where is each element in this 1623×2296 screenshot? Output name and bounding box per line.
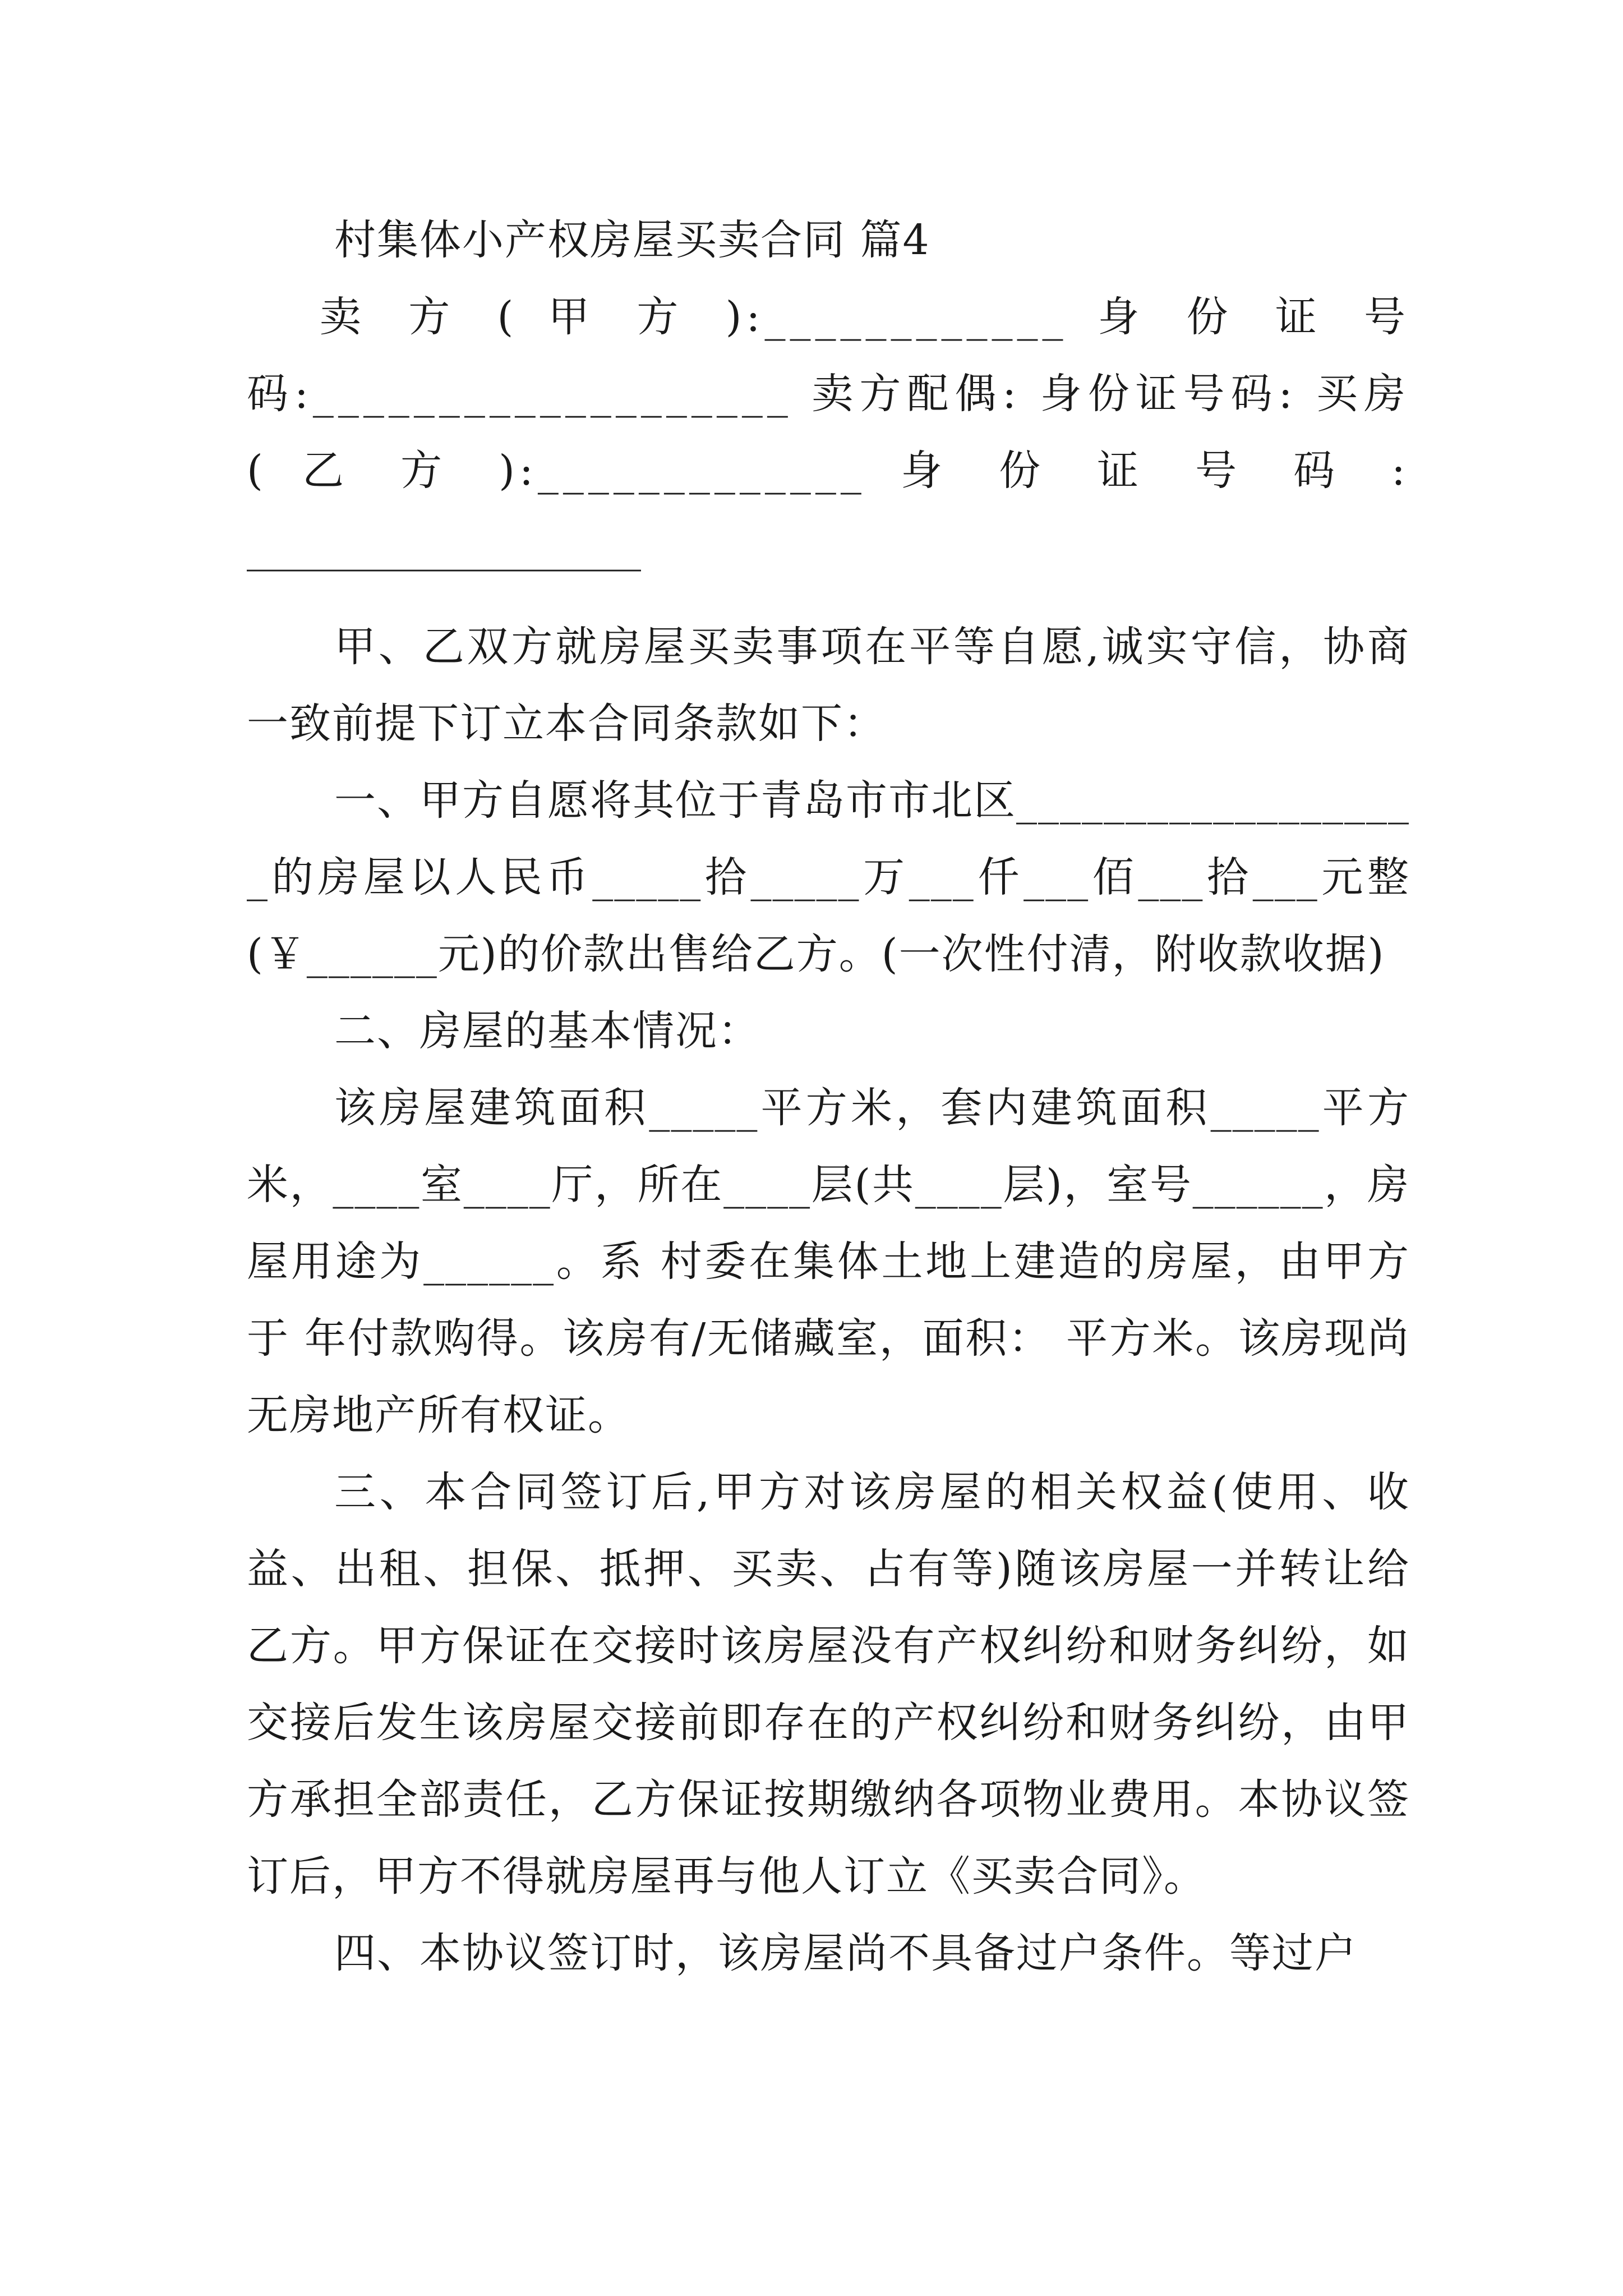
parties-line-1: 卖 方 ( 甲 方 ):____________ 身 份 证 号 [320,293,1410,341]
paragraph-clause-1: 一、甲方自愿将其位于青岛市市北区___________________的房屋以人民币_____拾_____万___仟___佰___拾___元整(￥______元)的价款出售给乙方。(一次性付清，附收款收据) [247,776,1410,978]
parties-line-3: ( 乙 方 ):_____________ 身 份 证 号 码 : [247,447,1410,495]
parties-block [247,279,1410,586]
paragraph-clause-2-heading: 二、房屋的基本情况： [334,1007,760,1055]
parties-line-2: 码:___________________ 卖方配偶: 身份证号码: 买房 [247,370,1410,418]
paragraph-clause-3: 三、本合同签订后,甲方对该房屋的相关权益(使用、收益、出租、担保、抵押、买卖、占有等)随该房屋一并转让给乙方。甲方保证在交接时该房屋没有产权纠纷和财务纠纷，如交接后发生该房屋交接前即存在的产权纠纷和财务纠纷，由甲方承担全部责任，乙方保证按期缴纳各项物业费用。本协议签订后，甲方不得就房屋再与他人订立《买卖合同》。 [247,1468,1410,1901]
paragraph-clause-4: 四、本协议签订时，该房屋尚不具备过户条件。等过户 [334,1929,1357,1977]
spacer [247,586,1410,609]
paragraph-clause-2-body: 该房屋建筑面积_____平方米，套内建筑面积_____平方米，____室____厅，所在____层(共____层)，室号______，房屋用途为______。系 村委在集体土地上建造的房屋，由甲方于 年付款购得。该房有/无储藏室，面积： 平方米。该房现尚无房地产所有权证。 [247,1084,1410,1439]
paragraph-intro: 甲、乙双方就房屋买卖事项在平等自愿,诚实守信，协商一致前提下订立本合同条款如下： [247,623,1410,748]
parties-line-4: ___________________ [247,523,641,572]
document-title: 村集体小产权房屋买卖合同 篇4 [334,216,930,264]
